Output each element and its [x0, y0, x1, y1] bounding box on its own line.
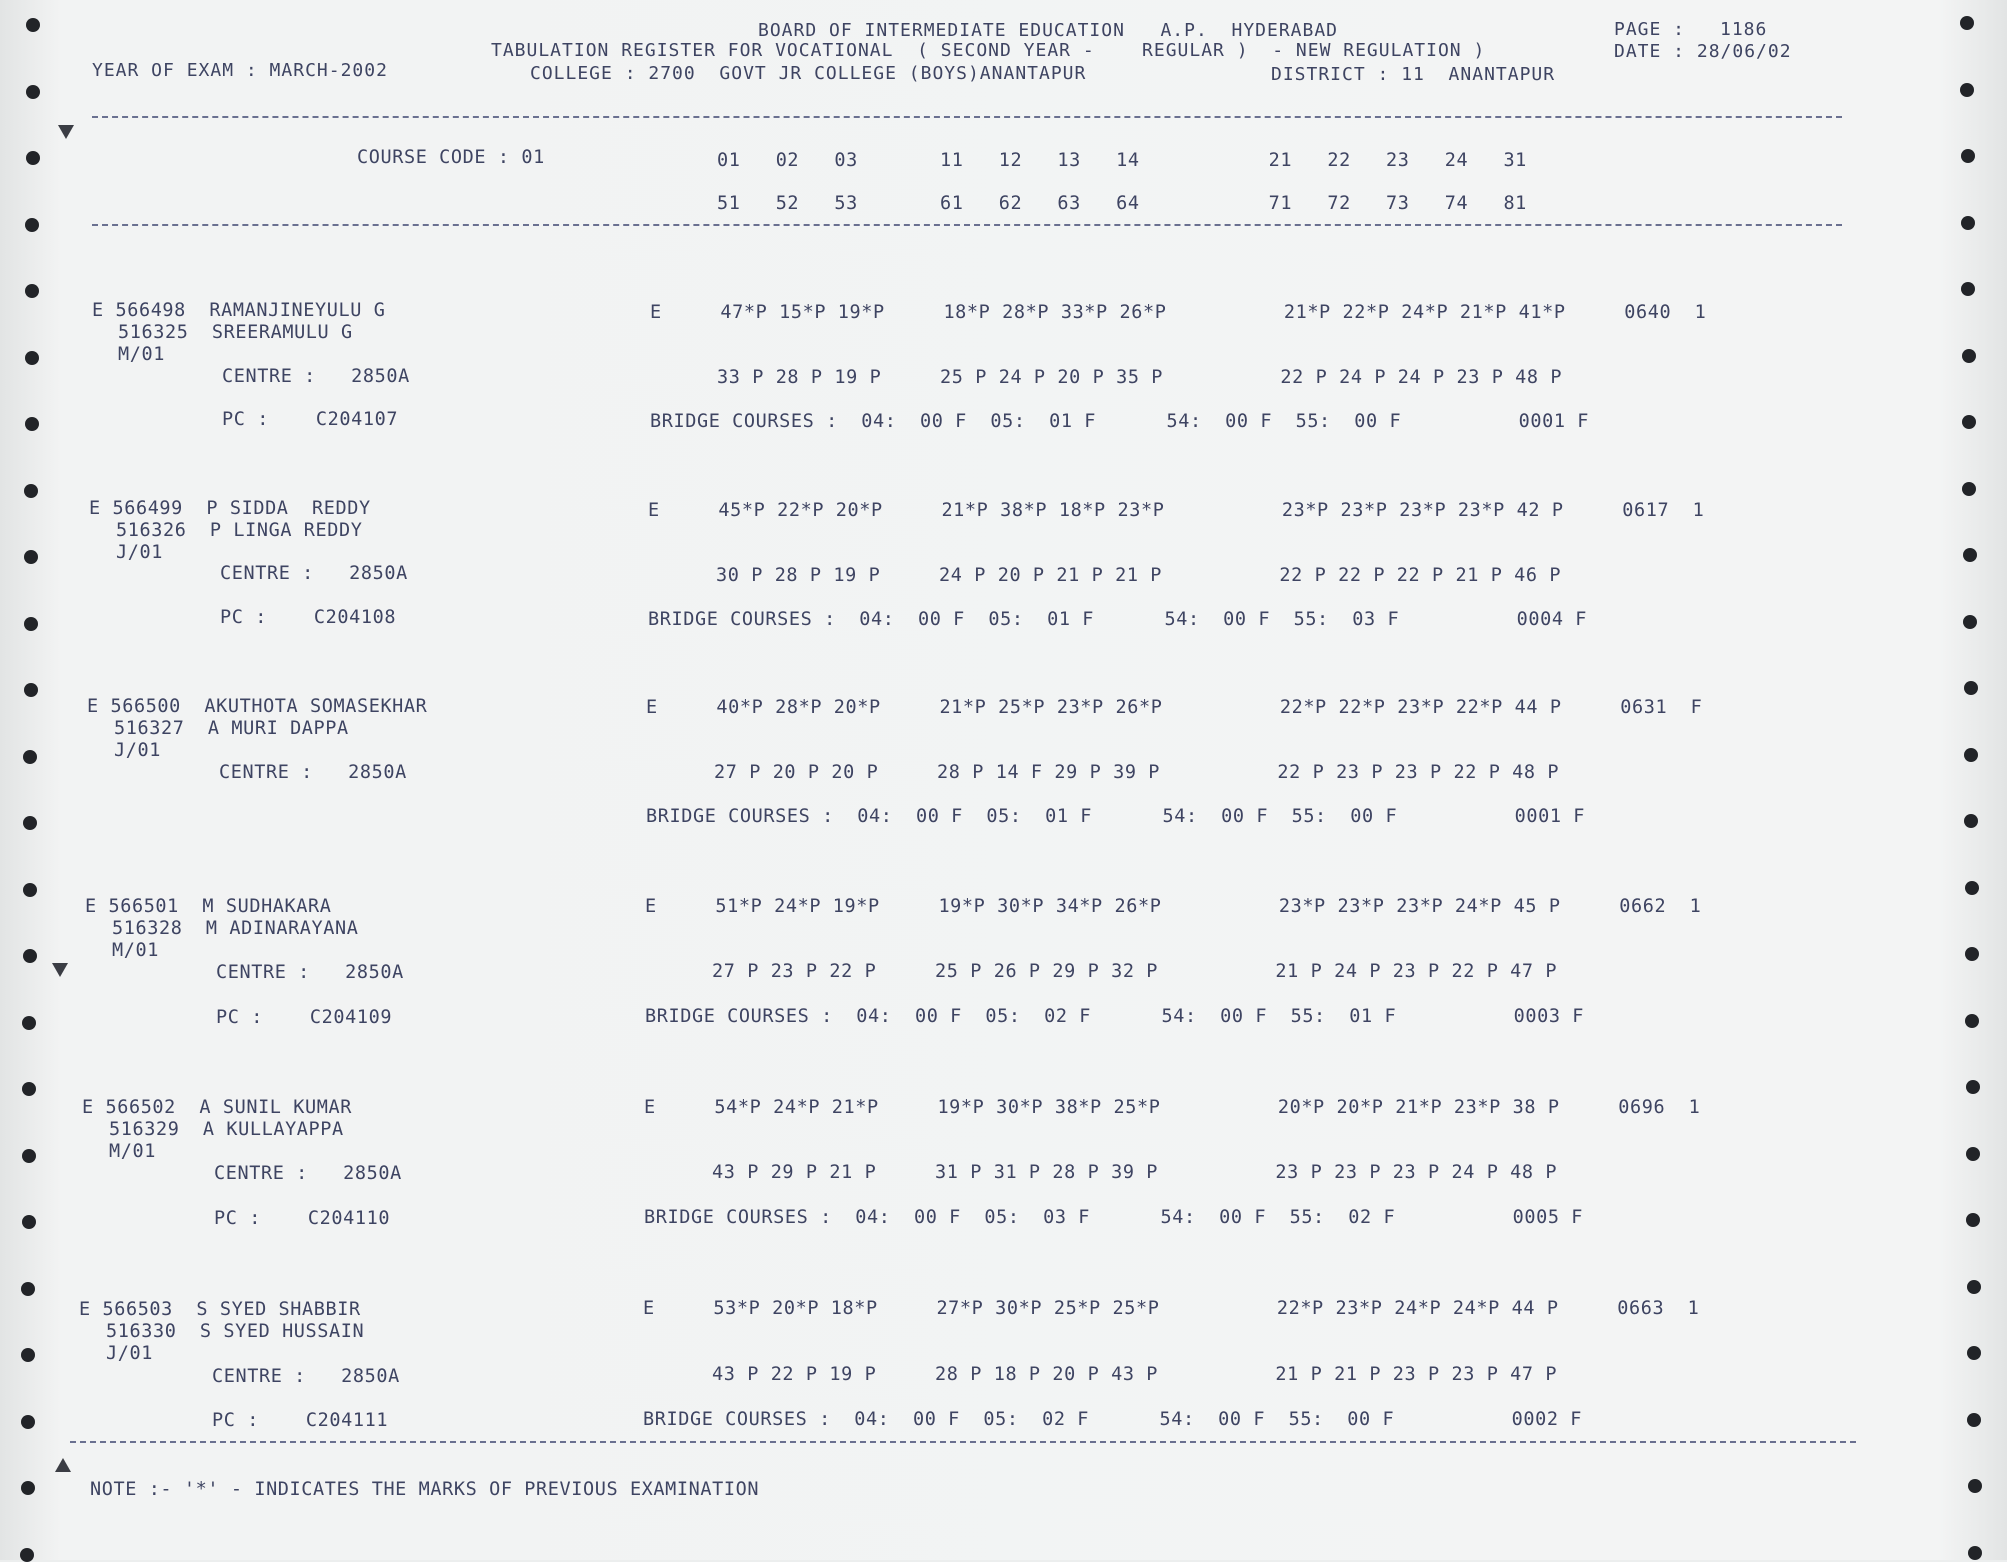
group-medium: J/01: [116, 542, 163, 563]
marks-previous: E 40*P 28*P 20*P 21*P 25*P 23*P 26*P 22*P 22*P 23*P 22*P 44 P 0631 F: [646, 697, 1703, 718]
marks-current: 43 P 29 P 21 P 31 P 31 P 28 P 39 P 23 P 23 P 23 P 24 P 48 P: [712, 1162, 1558, 1183]
feed-hole: [1961, 149, 1975, 163]
feed-hole: [23, 883, 37, 897]
roll-and-name: E 566503 S SYED SHABBIR: [79, 1299, 361, 1320]
feed-hole: [1968, 1546, 1982, 1560]
college-info: COLLEGE : 2700 GOVT JR COLLEGE (BOYS)ANANTAPUR: [530, 63, 1087, 84]
group-medium: M/01: [112, 940, 159, 961]
roll-and-name: E 566500 AKUTHOTA SOMASEKHAR: [87, 696, 428, 717]
feed-hole: [1961, 216, 1975, 230]
bridge-courses: BRIDGE COURSES : 04: 00 F 05: 01 F 54: 00 F 55: 03 F 0004 F: [648, 609, 1588, 630]
feed-hole: [23, 750, 37, 764]
subject-codes-row-1: 01 02 03 11 12 13 14 21 22 23 24 31: [717, 150, 1527, 171]
marks-previous: E 47*P 15*P 19*P 18*P 28*P 33*P 26*P 21*P 22*P 24*P 21*P 41*P 0640 1: [650, 302, 1707, 323]
roll-and-name: E 566498 RAMANJINEYULU G: [92, 300, 386, 321]
group-medium: M/01: [118, 344, 165, 365]
feed-hole: [1962, 349, 1976, 363]
feed-hole: [1965, 1014, 1979, 1028]
register-title: TABULATION REGISTER FOR VOCATIONAL ( SECOND YEAR - REGULAR ) - NEW REGULATION ): [491, 40, 1486, 61]
marks-current: 43 P 22 P 19 P 28 P 18 P 20 P 43 P 21 P 21 P 23 P 23 P 47 P: [712, 1364, 1558, 1385]
feed-hole: [1965, 881, 1979, 895]
feed-hole: [24, 617, 38, 631]
feed-hole: [1964, 681, 1978, 695]
feed-hole: [25, 417, 39, 431]
bridge-courses: BRIDGE COURSES : 04: 00 F 05: 03 F 54: 00 F 55: 02 F 0005 F: [644, 1207, 1584, 1228]
hall-ticket-and-guardian: 516325 SREERAMULU G: [118, 322, 353, 343]
subject-codes-row-2: 51 52 53 61 62 63 64 71 72 73 74 81: [717, 193, 1527, 214]
feed-hole: [26, 85, 40, 99]
district-info: DISTRICT : 11 ANANTAPUR: [1271, 64, 1556, 85]
feed-hole: [1962, 482, 1976, 496]
feed-hole: [25, 351, 39, 365]
feed-hole: [22, 1016, 36, 1030]
hall-ticket-and-guardian: 516330 S SYED HUSSAIN: [106, 1321, 365, 1342]
hall-ticket-and-guardian: 516326 P LINGA REDDY: [116, 520, 363, 541]
feed-hole: [24, 550, 38, 564]
marks-current: 30 P 28 P 19 P 24 P 20 P 21 P 21 P 22 P 22 P 22 P 21 P 46 P: [716, 565, 1562, 586]
feed-hole: [21, 1348, 35, 1362]
group-medium: J/01: [106, 1343, 153, 1364]
feed-hole: [22, 1215, 36, 1229]
divider-top: [92, 116, 1842, 118]
hall-ticket-and-guardian: 516327 A MURI DAPPA: [114, 718, 349, 739]
group-medium: M/01: [109, 1141, 156, 1162]
bridge-courses: BRIDGE COURSES : 04: 00 F 05: 01 F 54: 00 F 55: 00 F 0001 F: [650, 411, 1590, 432]
centre-code: CENTRE : 2850A: [212, 1366, 400, 1387]
feed-hole: [26, 151, 40, 165]
marks-previous: E 54*P 24*P 21*P 19*P 30*P 38*P 25*P 20*P 20*P 21*P 23*P 38 P 0696 1: [644, 1097, 1701, 1118]
marks-current: 33 P 28 P 19 P 25 P 24 P 20 P 35 P 22 P 24 P 24 P 23 P 48 P: [717, 367, 1563, 388]
feed-hole: [1962, 415, 1976, 429]
pc-number: PC : C204107: [222, 409, 399, 430]
feed-hole: [23, 949, 37, 963]
centre-code: CENTRE : 2850A: [220, 563, 408, 584]
bridge-courses: BRIDGE COURSES : 04: 00 F 05: 02 F 54: 00 F 55: 01 F 0003 F: [645, 1006, 1585, 1027]
feed-hole: [21, 1415, 35, 1429]
bridge-courses: BRIDGE COURSES : 04: 00 F 05: 02 F 54: 00 F 55: 00 F 0002 F: [643, 1409, 1583, 1430]
feed-hole: [26, 18, 40, 32]
feed-hole: [25, 284, 39, 298]
divider-bottom: [70, 1441, 1856, 1443]
register-date: DATE : 28/06/02: [1614, 41, 1792, 62]
centre-code: CENTRE : 2850A: [216, 962, 404, 983]
feed-hole: [1966, 1147, 1980, 1161]
feed-hole: [1967, 1346, 1981, 1360]
centre-code: CENTRE : 2850A: [222, 366, 410, 387]
feed-hole: [1968, 1479, 1982, 1493]
feed-hole: [1965, 947, 1979, 961]
feed-hole: [24, 484, 38, 498]
alignment-arrow-icon: [52, 963, 68, 977]
feed-hole: [1963, 548, 1977, 562]
feed-hole: [21, 1481, 35, 1495]
feed-hole: [21, 1282, 35, 1296]
course-code: COURSE CODE : 01: [357, 147, 545, 168]
hall-ticket-and-guardian: 516328 M ADINARAYANA: [112, 918, 359, 939]
feed-hole: [1964, 748, 1978, 762]
feed-hole: [1960, 16, 1974, 30]
page-label: PAGE :: [1614, 19, 1686, 40]
feed-hole: [23, 816, 37, 830]
feed-hole: [1963, 615, 1977, 629]
marks-previous: E 51*P 24*P 19*P 19*P 30*P 34*P 26*P 23*P 23*P 23*P 24*P 45 P 0662 1: [645, 896, 1702, 917]
feed-hole: [1961, 282, 1975, 296]
feed-hole: [25, 218, 39, 232]
page-number: 1186: [1720, 19, 1768, 40]
centre-code: CENTRE : 2850A: [214, 1163, 402, 1184]
alignment-arrow-icon: [58, 125, 74, 139]
year-of-exam: YEAR OF EXAM : MARCH-2002: [92, 60, 388, 81]
alignment-arrow-icon: [55, 1458, 71, 1472]
footnote: NOTE :- '*' - INDICATES THE MARKS OF PREVIOUS EXAMINATION: [90, 1479, 760, 1500]
feed-hole: [20, 1548, 34, 1562]
board-title: BOARD OF INTERMEDIATE EDUCATION A.P. HYDERABAD: [758, 20, 1339, 41]
bridge-courses: BRIDGE COURSES : 04: 00 F 05: 01 F 54: 00 F 55: 00 F 0001 F: [646, 806, 1586, 827]
feed-hole: [24, 683, 38, 697]
marks-current: 27 P 23 P 22 P 25 P 26 P 29 P 32 P 21 P 24 P 23 P 22 P 47 P: [712, 961, 1558, 982]
feed-hole: [22, 1149, 36, 1163]
marks-previous: E 53*P 20*P 18*P 27*P 30*P 25*P 25*P 22*P 23*P 24*P 24*P 44 P 0663 1: [643, 1298, 1700, 1319]
pc-number: PC : C204111: [212, 1410, 389, 1431]
feed-hole: [1966, 1213, 1980, 1227]
roll-and-name: E 566499 P SIDDA REDDY: [89, 498, 371, 519]
centre-code: CENTRE : 2850A: [219, 762, 407, 783]
divider-header: [92, 224, 1842, 226]
group-medium: J/01: [114, 740, 161, 761]
feed-hole: [1960, 83, 1974, 97]
hall-ticket-and-guardian: 516329 A KULLAYAPPA: [109, 1119, 344, 1140]
pc-number: PC : C204108: [220, 607, 397, 628]
roll-and-name: E 566502 A SUNIL KUMAR: [82, 1097, 352, 1118]
feed-hole: [1967, 1413, 1981, 1427]
roll-and-name: E 566501 M SUDHAKARA: [85, 896, 332, 917]
pc-number: PC : C204110: [214, 1208, 391, 1229]
feed-hole: [22, 1082, 36, 1096]
feed-hole: [1966, 1080, 1980, 1094]
marks-current: 27 P 20 P 20 P 28 P 14 F 29 P 39 P 22 P 23 P 23 P 22 P 48 P: [714, 762, 1560, 783]
feed-hole: [1964, 814, 1978, 828]
feed-hole: [1967, 1280, 1981, 1294]
marks-previous: E 45*P 22*P 20*P 21*P 38*P 18*P 23*P 23*P 23*P 23*P 23*P 42 P 0617 1: [648, 500, 1705, 521]
pc-number: PC : C204109: [216, 1007, 393, 1028]
